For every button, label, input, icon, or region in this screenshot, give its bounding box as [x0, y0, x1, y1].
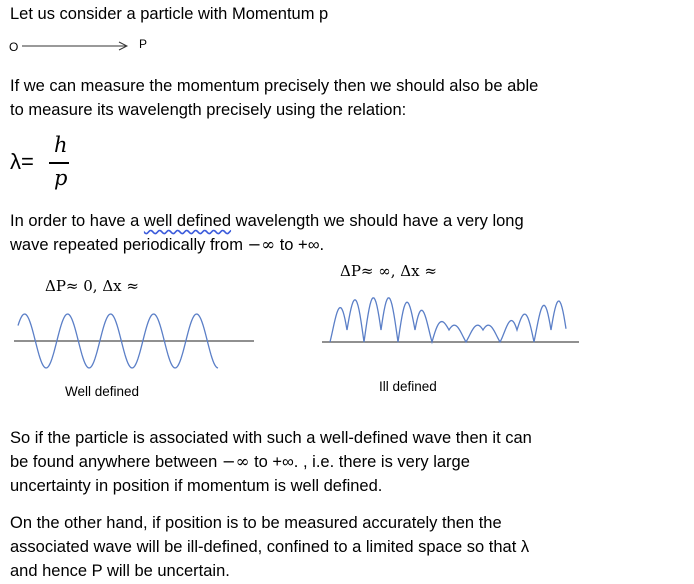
para4-line1: On the other hand, if position is to be measured accurately then the — [10, 514, 502, 532]
de-broglie-equation — [10, 133, 90, 193]
para3-line2 — [10, 450, 470, 474]
para3-line1: So if the particle is associated with such a well-defined wave then it can — [10, 429, 532, 447]
minus-infinity: −∞ — [247, 235, 276, 254]
equation-numerator: h — [54, 133, 68, 157]
momentum-arrow — [22, 40, 132, 52]
equation-lhs: λ= — [10, 149, 34, 174]
well-defined-caption: Well defined — [65, 384, 140, 399]
fraction-bar — [49, 162, 69, 164]
origin-label: O — [9, 40, 19, 54]
ill-defined-uncertainty: ΔP≈ ∞, Δx ≈ — [340, 262, 437, 280]
equation-denominator: p — [54, 166, 68, 190]
para1-line1: If we can measure the momentum precisely then we should also be able — [10, 77, 539, 95]
well-defined-wave — [14, 300, 256, 380]
intro-text: Let us consider a particle with Momentum p — [10, 5, 329, 23]
para2-line1-end: wavelength we should have a very long — [231, 212, 524, 230]
end-label: P — [139, 37, 148, 51]
para2-line2 — [10, 233, 324, 257]
para2-line2-end: to +∞. — [275, 236, 325, 254]
well-defined-term: well defined — [143, 212, 232, 230]
para3-line2-start: be found anywhere between — [10, 453, 222, 471]
well-defined-uncertainty: ΔP≈ 0, Δx ≈ — [45, 277, 139, 295]
para3-line2-end: to +∞. , i.e. there is very large — [249, 453, 470, 471]
para2-line2-start: wave repeated periodically from — [10, 236, 248, 254]
para2-line1 — [10, 209, 524, 233]
para4-line3: and hence P will be uncertain. — [10, 562, 230, 580]
ill-defined-wave — [322, 286, 582, 376]
para3-line3: uncertainty in position if momentum is well defined. — [10, 477, 383, 495]
para2-line1-start: In order to have a — [10, 212, 144, 230]
para4-line2: associated wave will be ill-defined, confined to a limited space so that λ — [10, 538, 530, 556]
para1-line2: to measure its wavelength precisely using the relation: — [10, 101, 407, 119]
ill-defined-caption: Ill defined — [379, 379, 437, 394]
minus-infinity: −∞ — [221, 452, 250, 471]
